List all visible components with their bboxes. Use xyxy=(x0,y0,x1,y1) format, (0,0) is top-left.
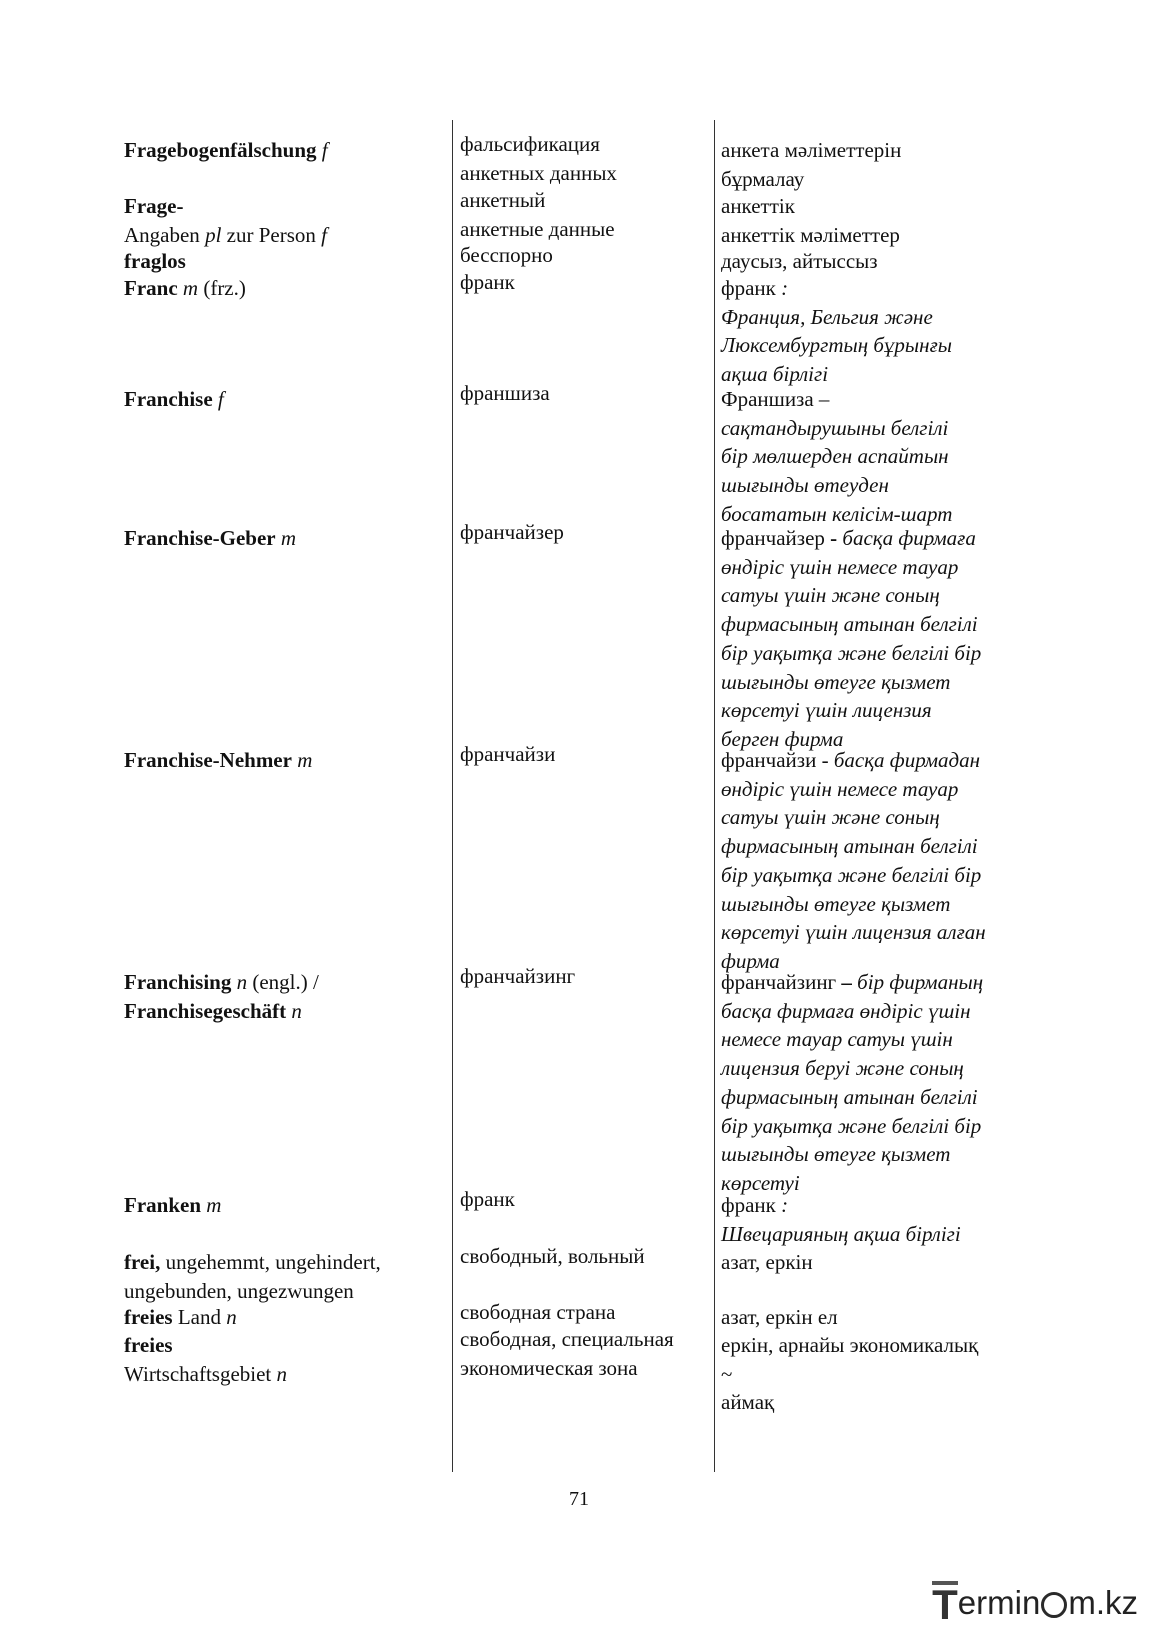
kazakh-translation-line xyxy=(721,1191,1021,1220)
text-segment: франк xyxy=(721,1193,782,1217)
kazakh-translation-line xyxy=(721,1083,1021,1112)
text-segment: көрсетуі xyxy=(721,1170,800,1195)
kazakh-translation-line xyxy=(721,247,1021,276)
text-segment: фирма xyxy=(721,948,780,973)
german-term-line xyxy=(124,1360,444,1389)
russian-translation-line: анкетный xyxy=(460,188,546,212)
text-segment: еркін, арнайы экономикалық xyxy=(721,1333,979,1357)
kazakh-translation-line xyxy=(721,1140,1021,1169)
text-segment: шығынды өтеуге қызмет xyxy=(721,891,951,916)
kazakh-translation-line xyxy=(721,997,1021,1026)
text-segment: Franchisegeschäft xyxy=(124,998,287,1023)
kazakh-translation-line xyxy=(721,861,1021,890)
text-segment: франк xyxy=(721,276,782,300)
russian-translation xyxy=(460,379,710,408)
text-segment: фирмасының атынан белгілі xyxy=(721,612,978,637)
logo-circle-icon xyxy=(1041,1592,1067,1618)
text-segment: ungehemmt, ungehindert, xyxy=(160,1250,381,1274)
kazakh-translation-line xyxy=(721,1303,1021,1332)
text-segment: n xyxy=(236,970,248,994)
kazakh-translation-line xyxy=(721,1054,1021,1083)
kazakh-translation-line xyxy=(721,274,1021,303)
text-segment: франчайзи - xyxy=(721,748,834,772)
text-segment: (frz.) xyxy=(198,276,246,300)
kazakh-translation-line xyxy=(721,1331,1021,1360)
kazakh-translation-line xyxy=(721,1248,1021,1277)
russian-translation xyxy=(460,130,710,187)
text-segment: өндіріс үшін немесе тауар xyxy=(721,554,959,579)
text-segment: басқа фирмаға xyxy=(842,526,976,550)
logo-text-part2: m.kz xyxy=(1068,1584,1138,1621)
russian-translation xyxy=(460,1185,710,1214)
text-segment: Франшиза – xyxy=(721,387,830,411)
text-segment: Franc xyxy=(124,276,178,300)
kazakh-translation-line xyxy=(721,1388,1021,1417)
kazakh-translation-line xyxy=(721,442,1021,471)
russian-translation-line: свободная страна xyxy=(460,1300,616,1324)
german-term-line xyxy=(124,968,444,997)
terminkom-logo xyxy=(932,1578,1138,1628)
russian-translation xyxy=(460,186,710,243)
text-segment: немесе тауар сатуы үшін xyxy=(721,1027,953,1052)
russian-translation-line: свободный, вольный xyxy=(460,1244,645,1268)
page-number: 71 xyxy=(569,1488,589,1510)
russian-translation-line: франчайзи xyxy=(460,742,556,766)
german-term xyxy=(124,247,444,276)
kazakh-translation-line xyxy=(721,471,1021,500)
text-segment: frei, xyxy=(124,1250,161,1274)
german-term-line xyxy=(124,746,444,775)
kazakh-translation xyxy=(721,524,1021,754)
kazakh-translation xyxy=(721,1191,1021,1248)
text-segment: fraglos xyxy=(124,249,186,273)
text-segment: Франция, Бельгия және xyxy=(721,304,933,329)
kazakh-translation-line xyxy=(721,918,1021,947)
column-divider-left xyxy=(452,120,453,1472)
russian-translation xyxy=(460,1242,710,1271)
russian-translation xyxy=(460,268,710,297)
text-segment: n xyxy=(276,1361,288,1386)
russian-translation xyxy=(460,241,710,270)
german-term xyxy=(124,746,444,775)
kazakh-translation xyxy=(721,136,1021,193)
german-term-line xyxy=(124,1331,444,1360)
text-segment: m xyxy=(182,276,199,300)
german-term xyxy=(124,1191,444,1220)
german-term-line xyxy=(124,385,444,414)
text-segment: босататын келісім-шарт xyxy=(721,501,953,526)
kazakh-translation-line xyxy=(721,890,1021,919)
kazakh-translation-line xyxy=(721,696,1021,725)
text-segment: шығынды өтеуге қызмет xyxy=(721,1142,951,1167)
german-term-line xyxy=(124,1248,444,1277)
text-segment: f xyxy=(217,387,224,411)
german-term xyxy=(124,385,444,414)
text-segment: Frage- xyxy=(124,194,184,218)
text-segment: бір уақытқа және белгілі бір xyxy=(721,1113,982,1138)
text-segment: анкета мәліметтерін xyxy=(721,138,902,162)
kazakh-translation-line xyxy=(721,1360,1021,1389)
kazakh-translation-line xyxy=(721,1220,1021,1249)
text-segment: Land xyxy=(172,1305,227,1329)
kazakh-translation xyxy=(721,1248,1021,1277)
column-divider-right xyxy=(714,120,715,1472)
text-segment: Fragebogenfälschung xyxy=(124,138,317,162)
text-segment: анкеттік мәліметтер xyxy=(721,222,900,247)
kazakh-translation-line xyxy=(721,524,1021,553)
text-segment: даусыз, айтыссыз xyxy=(721,249,878,273)
russian-translation-line: бесспорно xyxy=(460,243,553,267)
kazakh-translation-line xyxy=(721,136,1021,165)
text-segment: басқа фирмадан xyxy=(833,748,981,772)
russian-translation xyxy=(460,518,710,547)
german-term xyxy=(124,192,444,249)
german-term xyxy=(124,524,444,553)
text-segment: көрсетуі үшін лицензия алған xyxy=(721,920,986,945)
kazakh-translation-line xyxy=(721,610,1021,639)
kazakh-translation xyxy=(721,192,1021,249)
german-term-line xyxy=(124,1303,444,1332)
russian-translation-line: фальсификация xyxy=(460,132,600,156)
german-term xyxy=(124,1303,444,1332)
kazakh-translation-line xyxy=(721,331,1021,360)
text-segment: берген фирма xyxy=(721,726,844,751)
russian-translation xyxy=(460,1325,710,1382)
kazakh-translation-line xyxy=(721,746,1021,775)
russian-translation xyxy=(460,962,710,991)
kazakh-translation-line xyxy=(721,303,1021,332)
russian-translation-line: франчайзер xyxy=(460,520,564,544)
german-term-line xyxy=(124,192,444,221)
text-segment: freies xyxy=(124,1333,173,1357)
kazakh-translation xyxy=(721,385,1021,529)
text-segment: анкеттік xyxy=(721,194,795,218)
german-term xyxy=(124,274,444,303)
text-segment: көрсетуі үшін лицензия xyxy=(721,698,932,723)
russian-translation-line: свободная, специальная xyxy=(460,1327,674,1351)
text-segment: zur Person xyxy=(221,222,322,247)
text-segment: бір мөлшерден аспайтын xyxy=(721,444,949,469)
text-segment: азат, еркін ел xyxy=(721,1305,838,1329)
russian-translation-line: анкетных данных xyxy=(460,160,617,185)
text-segment: ~ xyxy=(721,1361,733,1386)
text-segment: фирмасының атынан белгілі xyxy=(721,834,978,859)
kazakh-translation-line xyxy=(721,221,1021,250)
text-segment: шығынды өтеуге қызмет xyxy=(721,669,951,694)
kazakh-translation xyxy=(721,247,1021,276)
text-segment: m xyxy=(206,1193,222,1217)
text-segment: m xyxy=(297,748,313,772)
russian-translation-line: экономическая зона xyxy=(460,1355,638,1380)
kazakh-translation xyxy=(721,1331,1021,1417)
kazakh-translation-line xyxy=(721,165,1021,194)
text-segment: Franken xyxy=(124,1193,202,1217)
kazakh-translation-line xyxy=(721,1025,1021,1054)
russian-translation xyxy=(460,740,710,769)
kazakh-translation xyxy=(721,1303,1021,1332)
logo-text-part1: ermin xyxy=(957,1584,1041,1621)
text-segment: сақтандырушыны белгілі xyxy=(721,415,949,440)
kazakh-translation-line xyxy=(721,803,1021,832)
kazakh-translation-line xyxy=(721,668,1021,697)
text-segment: (engl.) / xyxy=(247,970,319,994)
text-segment: freies xyxy=(124,1305,173,1329)
text-segment: – xyxy=(841,970,858,994)
text-segment: pl xyxy=(205,222,222,247)
kazakh-translation-line xyxy=(721,832,1021,861)
kazakh-translation-line xyxy=(721,553,1021,582)
text-segment: сатуы үшін және соның xyxy=(721,805,940,830)
german-term xyxy=(124,136,444,165)
kazakh-translation-line xyxy=(721,639,1021,668)
text-segment: Швецарияның ақша бірлігі xyxy=(721,1221,961,1246)
kazakh-translation-line xyxy=(721,192,1021,221)
russian-translation-line: анкетные данные xyxy=(460,216,615,241)
kazakh-translation xyxy=(721,274,1021,389)
kazakh-translation-line xyxy=(721,1112,1021,1141)
russian-translation-line: франк xyxy=(460,270,515,294)
text-segment: Franchising xyxy=(124,970,232,994)
russian-translation-line: франчайзинг xyxy=(460,964,576,988)
kazakh-translation xyxy=(721,746,1021,976)
text-segment: Wirtschaftsgebiet xyxy=(124,1361,277,1386)
russian-translation-line: франшиза xyxy=(460,381,550,405)
text-segment: f xyxy=(321,138,328,162)
kazakh-translation-line xyxy=(721,775,1021,804)
german-term-line xyxy=(124,1191,444,1220)
text-segment: Franchise-Geber xyxy=(124,526,276,550)
german-term-line xyxy=(124,247,444,276)
german-term xyxy=(124,1248,444,1305)
german-term xyxy=(124,968,444,1025)
text-segment: сатуы үшін және соның xyxy=(721,583,940,608)
text-segment: Franchise-Nehmer xyxy=(124,748,292,772)
text-segment: аймақ xyxy=(721,1390,775,1415)
text-segment: лицензия беруі және соның xyxy=(721,1056,964,1081)
text-segment: бір фирманың xyxy=(857,970,984,994)
german-term-line xyxy=(124,524,444,553)
text-segment: шығынды өтеуден xyxy=(721,473,889,498)
kazakh-translation-line xyxy=(721,581,1021,610)
text-segment: : xyxy=(781,1193,789,1217)
text-segment: фирмасының атынан белгілі xyxy=(721,1084,978,1109)
text-segment: Franchise xyxy=(124,387,213,411)
russian-translation-line: франк xyxy=(460,1187,515,1211)
text-segment: m xyxy=(280,526,297,550)
text-segment: - xyxy=(830,526,843,550)
kazakh-translation-line xyxy=(721,385,1021,414)
russian-translation xyxy=(460,1298,710,1327)
german-term-line xyxy=(124,997,444,1026)
logo-letter: T xyxy=(932,1581,958,1628)
text-segment: франчайзер xyxy=(721,526,831,550)
german-term-line xyxy=(124,1277,444,1306)
text-segment: бұрмалау xyxy=(721,166,805,191)
text-segment: ungebunden, ungezwungen xyxy=(124,1278,354,1303)
text-segment: франчайзинг xyxy=(721,970,842,994)
text-segment: азат, еркін xyxy=(721,1250,813,1274)
text-segment: Люксембургтың бұрынғы xyxy=(721,333,952,358)
german-term-line xyxy=(124,136,444,165)
text-segment: өндіріс үшін немесе тауар xyxy=(721,776,959,801)
kazakh-translation xyxy=(721,968,1021,1198)
text-segment: Angaben xyxy=(124,222,206,247)
text-segment: бір уақытқа және белгілі бір xyxy=(721,862,982,887)
kazakh-translation-line xyxy=(721,414,1021,443)
german-term xyxy=(124,1331,444,1388)
text-segment: f xyxy=(321,222,327,247)
text-segment: n xyxy=(226,1305,237,1329)
kazakh-translation-line xyxy=(721,968,1021,997)
german-term-line xyxy=(124,274,444,303)
german-term-line xyxy=(124,221,444,250)
text-segment: : xyxy=(781,276,789,300)
text-segment: n xyxy=(291,998,302,1023)
text-segment: басқа фирмаға өндіріс үшін xyxy=(721,998,971,1023)
text-segment: ақша бірлігі xyxy=(721,362,829,387)
text-segment: бір уақытқа және белгілі бір xyxy=(721,640,982,665)
